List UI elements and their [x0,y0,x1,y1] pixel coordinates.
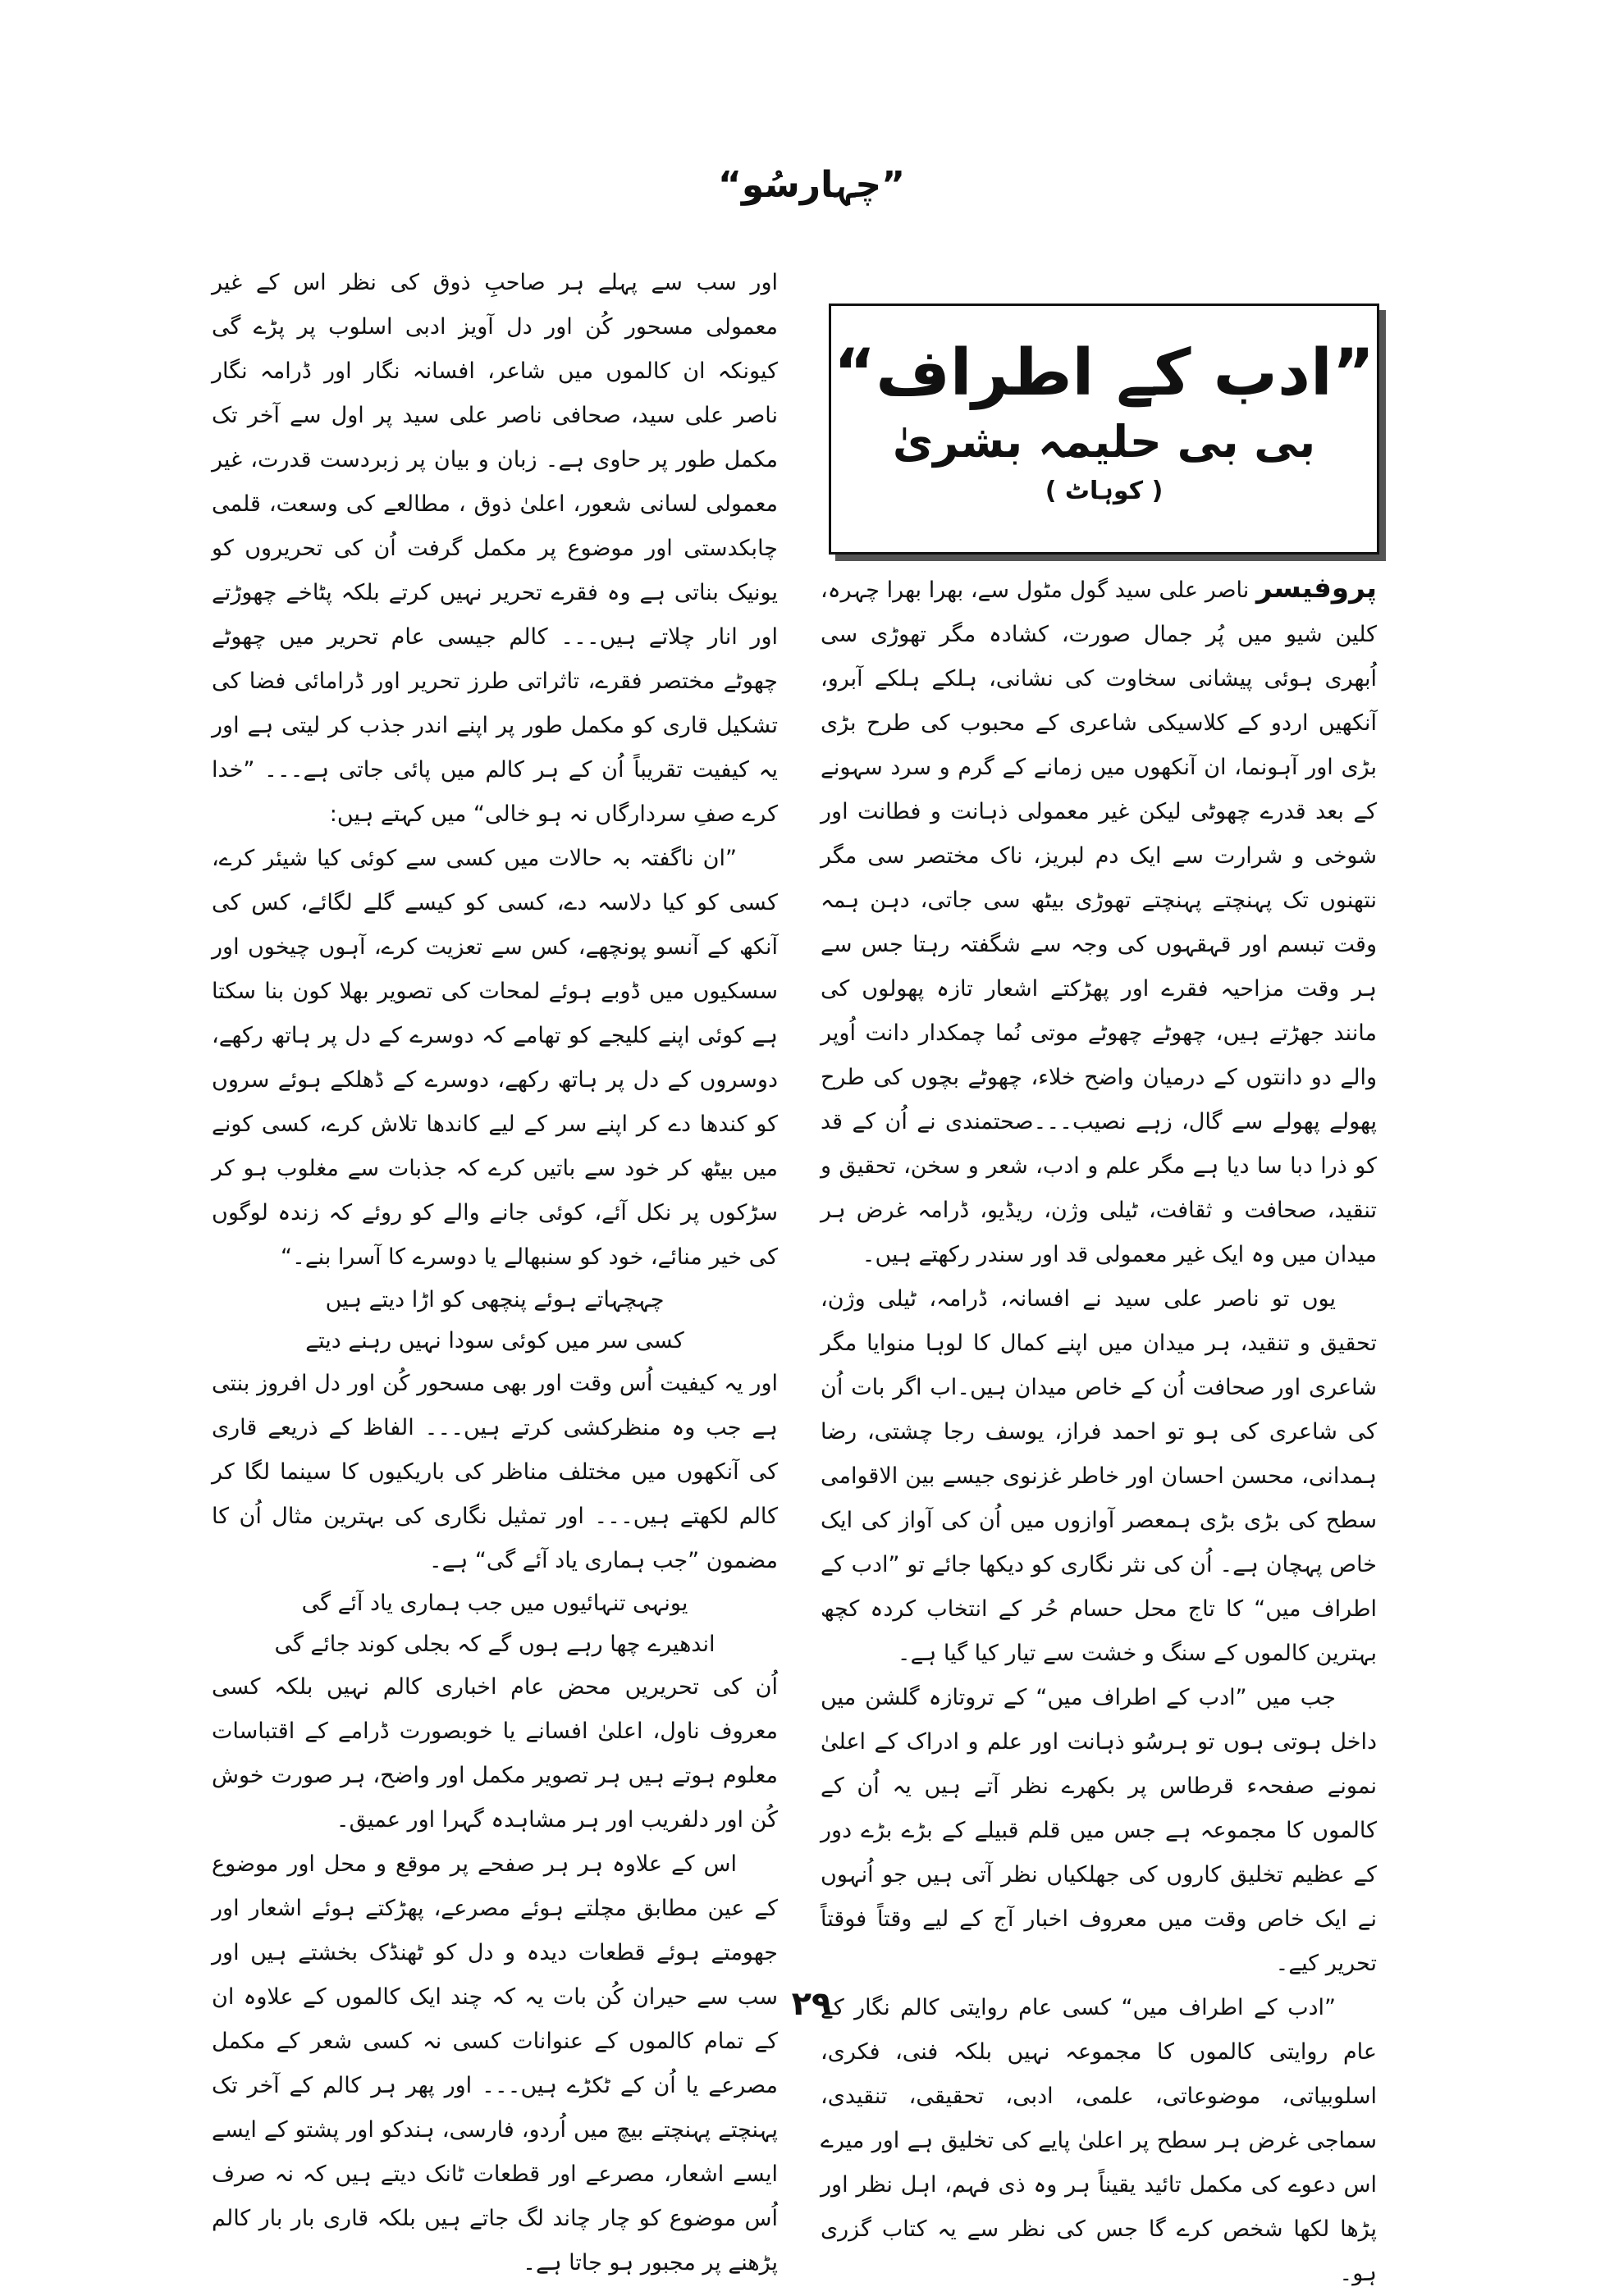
verse-line: یونہی تنہائیوں میں جب ہماری یاد آئے گی [301,1591,688,1616]
author-name: بی بی حلیمہ بشریٰ [892,415,1316,468]
article-title-box [829,304,1379,555]
paragraph: اور یہ کیفیت اُس وقت اور بھی مسحور کُن اور دل افروز بنتی ہے جب وہ منظرکشی کرتے ہیں۔۔۔ الفاظ کے ذریعے قاری کی آنکھوں میں مختلف مناظر کی باریکیوں کا سینما لگا کر کالم لکھتے ہیں۔۔۔ اور تمثیل نگاری کی بہترین مثال اُن کا مضمون ”جب ہماری یاد آئے گی“ ہے۔ [212,1371,778,1573]
lead-word: پروفیسر [1256,572,1377,605]
quote-paragraph: ”ان ناگفتہ بہ حالات میں کسی سے کوئی کیا شیئر کرے، کسی کو کیا دلاسہ دے، کسی کو کیسے گلے لگائے، کس کی آنکھ کے آنسو پونچھے، کس سے تعزیت کرے، آہوں چیخوں اور سسکیوں میں ڈوبے ہوئے لمحات کی تصویر بھلا کون بنا سکتا ہے کوئی اپنے کلیجے کو تھامے کہ دوسرے کے دل پر ہاتھ رکھے، دوسروں کے دل پر ہاتھ رکھے، دوسرے کے ڈھلکے ہوئے سروں کو کندھا دے کر اپنے سر کے لیے کاندھا تلاش کرے، کسی کونے میں بیٹھ کر خود سے باتیں کرے کہ جذبات سے مغلوب ہو کر سڑکوں پر نکل آئے، کوئی جانے والے کو روئے کہ زندہ لوگوں کی خیر منائے، خود کو سنبھالے یا دوسرے کا آسرا بنے۔“ [212,846,778,1270]
verse-block [212,1583,778,1665]
left-column [212,261,778,2285]
page-number: ۲۹ [791,1985,832,2023]
verse-block [212,1280,778,1362]
paragraph-text: ناصر علی سید گول مٹول سے، بھرا بھرا چہرہ، کلین شیو میں پُر جمال صورت، کشادہ مگر تھوڑی سی اُبھری ہوئی پیشانی سخاوت کی نشانی، ہلکے ہلکے آبرو، آنکھیں اردو کے کلاسیکی شاعری کے محبوب کی طرح بڑی بڑی اور آہونما، ان آنکھوں میں زمانے کے گرم و سرد سہونے کے بعد قدرے چھوٹی لیکن غیر معمولی ذہانت و فطانت اور شوخی و شرارت سے ایک دم لبریز، ناک مختصر سی مگر نتھنوں تک پہنچتے پہنچتے تھوڑی بیٹھ سی جاتی، دہن ہمہ وقت تبسم اور قہقہوں کی وجہ سے شگفتہ رہتا جس سے ہر وقت مزاحیہ فقرے اور پھڑکتے اشعار تازہ پھولوں کی مانند جھڑتے ہیں، چھوٹے چھوٹے موتی نُما چمکدار دانت اُوپر والے دو دانتوں کے درمیان واضح خلاء، چھوٹے بچوں کی طرح پھولے پھولے سے گال، زہے نصیب۔۔۔صحتمندی نے اُن کے قد کو ذرا دبا سا دیا ہے مگر علم و ادب، شعر و سخن، تحقیق و تنقید، صحافت و ثقافت، ٹیلی وژن، ریڈیو، ڈرامہ غرض ہر میدان میں وہ ایک غیر معمولی قد اور سندر رکھتے ہیں۔ [821,577,1377,1267]
author-location: ( کوہاٹ ) [1045,477,1164,506]
verse-line: اندھیرے چھا رہے ہوں گے کہ بجلی کوند جائے گی [274,1632,715,1657]
right-column [821,566,1377,2296]
paragraph: اس کے علاوہ ہر ہر صفحے پر موقع و محل اور موضوع کے عین مطابق مچلتے ہوئے مصرعے، پھڑکتے ہوئے اشعار اور جھومتے ہوئے قطعات دیدہ و دل کو ٹھنڈک بخشتے ہیں اور سب سے حیران کُن بات یہ کہ چند ایک کالموں کے علاوہ ان کے تمام کالموں کے عنوانات کسی نہ کسی شعر کے مکمل مصرعے یا اُن کے ٹکڑے ہیں۔۔۔ اور پھر ہر کالم کے آخر تک پہنچتے پہنچتے بیچ میں اُردو، فارسی، ہندکو اور پشتو کے ایسے ایسے اشعار، مصرعے اور قطعات ٹانک دیتے ہیں کہ نہ صرف اُس موضوع کو چار چاند لگ جاتے ہیں بلکہ قاری بار بار کالم پڑھنے پر مجبور ہو جاتا ہے۔ [212,1851,778,2275]
paragraph: یوں تو ناصر علی سید نے افسانہ، ڈرامہ، ٹیلی وژن، تحقیق و تنقید، ہر میدان میں اپنے کمال کا لوہا منوایا مگر شاعری اور صحافت اُن کے خاص میدان ہیں۔اب اگر بات اُن کی شاعری کی ہو تو احمد فراز، یوسف رجا چشتی، رضا ہمدانی، محسن احسان اور خاطر غزنوی جیسے بین الاقوامی سطح کی بڑی بڑی ہمعصر آوازوں میں اُن کی آواز کی ایک خاص پہچان ہے۔ اُن کی نثر نگاری کو دیکھا جائے تو ”ادب کے اطراف میں“ کا تاج محل حسام حُر کے انتخاب کردہ کچھ بہترین کالموں کے سنگ و خشت سے تیار کیا گیا ہے۔ [821,1286,1377,1666]
verse-line: چہچہاتے ہوئے پنچھی کو اڑا دیتے ہیں [325,1287,665,1312]
paragraph: ”ادب کے اطراف میں“ کسی عام روایتی کالم نگار کے عام روایتی کالموں کا مجموعہ نہیں بلکہ فنی، فکری، اسلوبیاتی، موضوعاتی، علمی، ادبی، تحقیقی، تنقیدی، سماجی غرض ہر سطح پر اعلیٰ پایے کی تخلیق ہے اور میرے اس دعوے کی مکمل تائید یقیناً ہر وہ ذی فہم، اہل نظر اور پڑھا لکھا شخص کرے گا جس کی نظر سے یہ کتاب گزری ہو۔ [821,1995,1377,2286]
paragraph: اُن کی تحریریں محض عام اخباری کالم نہیں بلکہ کسی معروف ناول، اعلیٰ افسانے یا خوبصورت ڈرامے کے اقتباسات معلوم ہوتے ہیں ہر تصویر مکمل اور واضح، ہر صورت خوش کُن اور دلفریب اور ہر مشاہدہ گہرا اور عمیق۔ [212,1674,778,1833]
paragraph: جب میں ”ادب کے اطراف میں“ کے تروتازہ گلشن میں داخل ہوتی ہوں تو ہرسُو ذہانت اور علم و ادراک کے اعلیٰ نمونے صفحہء قرطاس پر بکھرے نظر آتے ہیں یہ اُن کے کالموں کا مجموعہ ہے جس میں قلم قبیلے کے بڑے بڑے دور کے عظیم تخلیق کاروں کی جھلکیاں نظر آتی ہیں جو اُنہوں نے ایک خاص وقت میں معروف اخبار آج کے لیے وقتاً فوقتاً تحریر کیے۔ [821,1685,1377,1976]
running-head: ”چہارسُو“ [717,164,906,206]
paragraph [821,566,1377,1277]
paragraph: اور سب سے پہلے ہر صاحبِ ذوق کی نظر اس کے غیر معمولی مسحور کُن اور دل آویز ادبی اسلوب پر پڑے گی کیونکہ ان کالموں میں شاعر، افسانہ نگار اور ڈرامہ نگار ناصر علی سید، صحافی ناصر علی سید پر اول سے آخر تک مکمل طور پر حاوی ہے۔ زبان و بیان پر زبردست قدرت، غیر معمولی لسانی شعور، اعلیٰ ذوق ، مطالعے کی وسعت، قلمی چابکدستی اور موضوع پر مکمل گرفت اُن کی تحریروں کو یونیک بناتی ہے وہ فقرے تحریر نہیں کرتے بلکہ پٹاخے چھوڑتے اور انار چلاتے ہیں۔۔۔ کالم جیسی عام تحریر میں چھوٹے چھوٹے مختصر فقرے، تاثراتی طرز تحریر اور ڈرامائی فضا کی تشکیل قاری کو مکمل طور پر اپنے اندر جذب کر لیتی ہے اور یہ کیفیت تقریباً اُن کے ہر کالم میں پائی جاتی ہے۔۔۔ ”خدا کرے صفِ سردارگاں نہ ہو خالی“ میں کہتے ہیں: [212,270,778,827]
article-title: ”ادب کے اطراف“ [833,336,1375,410]
verse-line: کسی سر میں کوئی سودا نہیں رہنے دیتے [305,1328,684,1353]
